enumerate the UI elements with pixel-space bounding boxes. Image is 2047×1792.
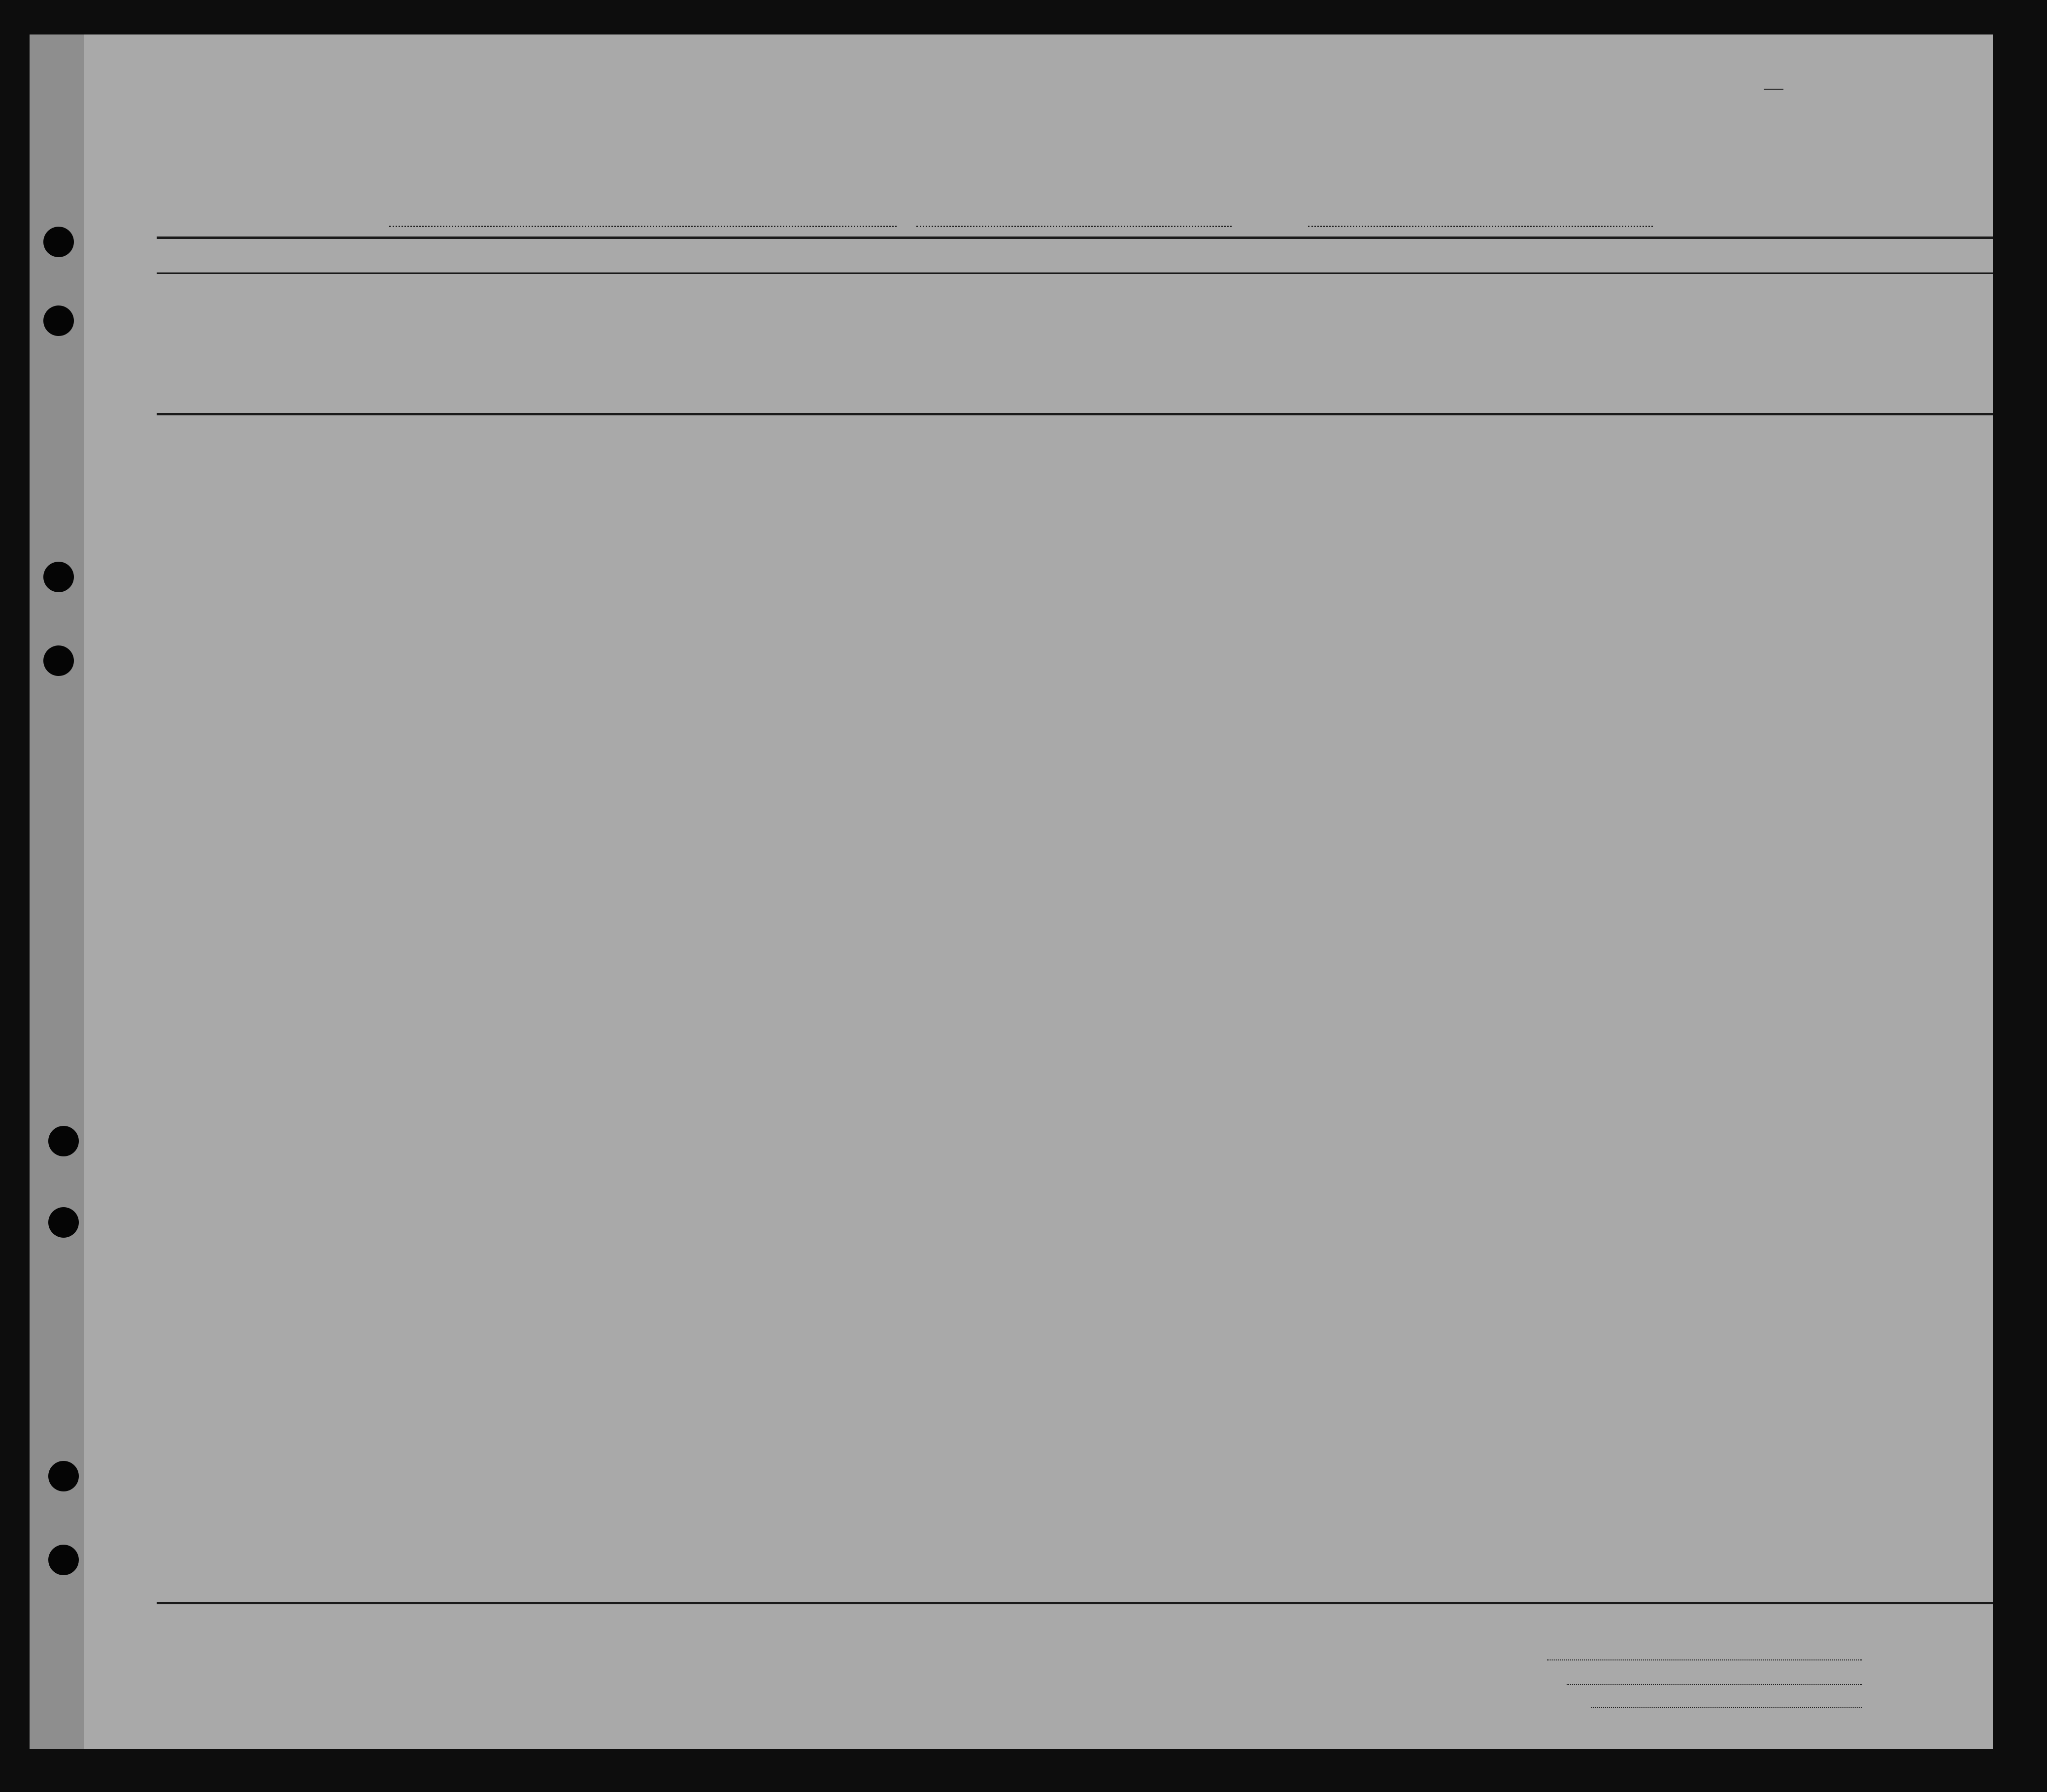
punch-hole xyxy=(48,1207,79,1238)
line-underline xyxy=(1547,1659,1862,1660)
punch-hole xyxy=(48,1545,79,1575)
punch-hole xyxy=(43,645,74,676)
list-number xyxy=(1764,72,1783,90)
punch-hole xyxy=(43,305,74,336)
header-bottom-border xyxy=(157,413,1993,415)
punch-hole xyxy=(48,1126,79,1156)
year-underline xyxy=(1308,226,1653,227)
binding-strip xyxy=(30,34,86,1749)
list-number-block xyxy=(1764,64,1783,89)
punch-hole xyxy=(43,562,74,592)
table-top-border xyxy=(157,237,1993,239)
port-underline xyxy=(389,226,897,227)
manifest-sheet xyxy=(84,34,1993,1749)
punch-hole xyxy=(48,1461,79,1491)
agents-underline xyxy=(1591,1707,1862,1708)
owners-underline xyxy=(1567,1684,1862,1685)
date-underline xyxy=(916,226,1232,227)
table-bottom-border xyxy=(157,1602,1993,1604)
punch-hole xyxy=(43,227,74,257)
colnum-border xyxy=(157,272,1993,274)
